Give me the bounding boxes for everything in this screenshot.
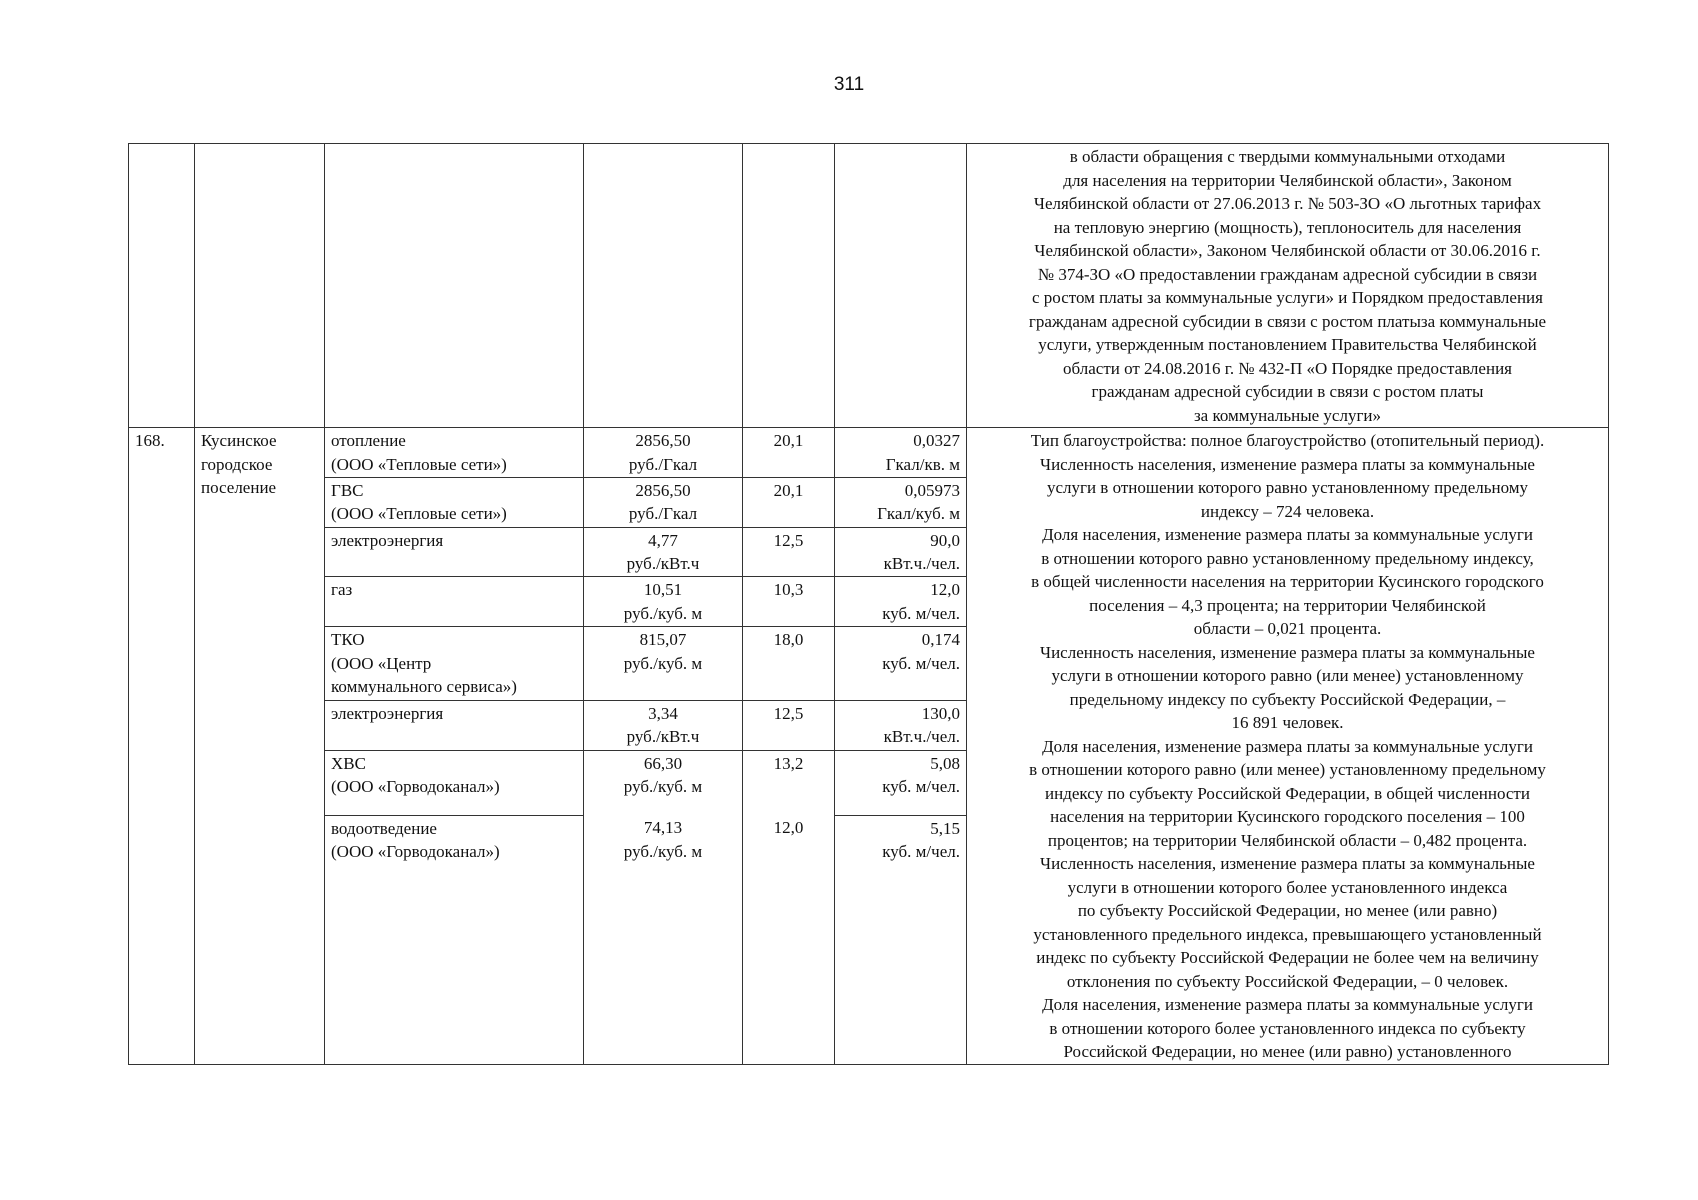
service-volume [835, 815, 967, 1064]
text-line: Численность населения, изменение размера платы за коммунальные [1040, 454, 1535, 474]
service-name [325, 815, 584, 1064]
empty-cell [584, 144, 743, 428]
text-line: индексу – 724 человека. [1200, 501, 1375, 521]
text-line: 2856,50 [635, 480, 691, 500]
continuation-notes [967, 144, 1609, 428]
text-line: 0,174 [921, 630, 960, 650]
service-index: 20,1 [743, 428, 835, 478]
text-line: (ООО «Горводоканал») [331, 842, 500, 862]
text-line: на тепловую энергию (мощность), теплоноситель для населения [1053, 217, 1522, 237]
entry-168 [129, 428, 1609, 1065]
service-name [325, 700, 584, 750]
text-line: 16 891 человек. [1231, 713, 1344, 732]
text-line: Челябинской области от 27.06.2013 г. № 503-ЗО «О льготных тарифах [1033, 194, 1542, 213]
text-line: руб./Гкал [628, 504, 698, 524]
text-line: в области обращения с твердыми коммунальными отходами [1069, 147, 1506, 166]
text-line: (ООО «Центр [331, 653, 432, 673]
text-line: городское [201, 454, 273, 474]
text-line: (ООО «Горводоканал») [331, 777, 500, 797]
text-line: Численность населения, изменение размера платы за коммунальные [1040, 854, 1535, 873]
service-index: 13,2 [743, 750, 835, 815]
text-line: № 374-ЗО «О предоставлении гражданам адресной субсидии в связи [1037, 264, 1538, 284]
text-line: 0,0327 [913, 431, 960, 450]
text-line: отопление [331, 431, 406, 450]
text-line: процентов; на территории Челябинской области – 0,482 процента. [1047, 830, 1528, 850]
text-line: в отношении которого равно установленному предельному индексу, [1041, 548, 1534, 568]
text-line: области от 24.08.2016 г. № 432-П «О Порядке предоставления [1063, 358, 1512, 378]
entry-notes [967, 428, 1609, 1065]
text-line: отклонения по субъекту Российской Федерации, – 0 человек. [1066, 971, 1509, 991]
service-name [325, 527, 584, 577]
service-tariff [584, 527, 743, 577]
text-line: 130,0 [921, 703, 960, 723]
service-volume [835, 627, 967, 701]
text-line: Доля населения, изменение размера платы за коммунальные услуги [1042, 736, 1533, 756]
municipality-name [195, 428, 325, 1065]
text-line: Кусинское [201, 431, 277, 450]
text-line: 815,07 [639, 630, 687, 650]
text-line: Численность населения, изменение размера платы за коммунальные [1040, 642, 1535, 662]
text-line: 90,0 [930, 530, 960, 550]
text-line: руб./Гкал [628, 454, 698, 474]
text-line: ХВС [331, 753, 366, 773]
service-tariff [584, 428, 743, 478]
text-line: ГВС [331, 480, 364, 500]
text-line: кВт.ч./чел. [883, 727, 960, 747]
text-line: 2856,50 [635, 431, 691, 450]
text-line: индексу по субъекту Российской Федерации, в общей численности [1045, 783, 1530, 803]
text-line: куб. м/чел. [882, 603, 960, 623]
text-line: по субъекту Российской Федерации, но менее (или равно) [1077, 901, 1498, 920]
text-line: населения на территории Кусинского городского поселения – 100 [1050, 807, 1525, 826]
text-line: электроэнергия [331, 703, 444, 723]
text-line: 0,05973 [904, 480, 960, 500]
service-volume [835, 527, 967, 577]
tariff-table [128, 143, 1609, 1065]
service-name [325, 577, 584, 627]
text-line: Гкал/куб. м [877, 504, 960, 524]
entry-number: 168. [129, 428, 195, 1065]
service-tariff [584, 700, 743, 750]
text-line: 66,30 [643, 753, 683, 773]
text-line: коммунального сервиса») [331, 677, 517, 697]
text-line: Челябинской области», Законом Челябинской области от 30.06.2016 г. [1034, 241, 1541, 260]
text-line: в отношении которого равно (или менее) установленному предельному [1029, 760, 1546, 779]
text-line: услуги в отношении которого равно установленному предельному [1046, 478, 1529, 497]
text-line: 74,13 [643, 818, 683, 838]
text-line: индекс по субъекту Российской Федерации не более чем на величину [1036, 948, 1539, 967]
service-volume [835, 700, 967, 750]
service-index: 12,5 [743, 700, 835, 750]
text-line: установленного предельного индекса, превышающего установленный [1033, 924, 1542, 944]
service-tariff [584, 627, 743, 701]
text-line: куб. м/чел. [882, 842, 960, 862]
text-line: руб./кВт.ч [626, 727, 700, 747]
text-line: 5,15 [930, 818, 960, 838]
text-line: кВт.ч./чел. [883, 554, 960, 574]
text-line: ТКО [331, 630, 365, 650]
text-line: услуги в отношении которого более установленного индекса [1067, 877, 1508, 897]
service-index: 12,5 [743, 527, 835, 577]
text-line: Доля населения, изменение размера платы за коммунальные услуги [1042, 995, 1533, 1014]
service-index: 20,1 [743, 477, 835, 527]
service-name [325, 750, 584, 815]
service-volume [835, 577, 967, 627]
text-line: в общей численности населения на территории Кусинского городского [1031, 572, 1544, 591]
service-volume [835, 750, 967, 815]
service-volume [835, 428, 967, 478]
text-line: области – 0,021 процента. [1193, 619, 1382, 638]
text-line: куб. м/чел. [882, 777, 960, 797]
service-index: 18,0 [743, 627, 835, 701]
page-number: 311 [833, 74, 865, 95]
text-line: руб./куб. м [623, 603, 703, 623]
text-line: услуги в отношении которого равно (или менее) установленному [1051, 666, 1524, 685]
text-line: руб./куб. м [623, 653, 703, 673]
text-line: газ [331, 580, 353, 600]
empty-cell [129, 144, 195, 428]
service-row [129, 428, 1609, 478]
text-line: 10,51 [643, 580, 683, 600]
text-line: электроэнергия [331, 530, 444, 550]
text-line: Гкал/кв. м [885, 454, 960, 474]
service-tariff [584, 577, 743, 627]
text-line: в отношении которого более установленного индекса по субъекту [1049, 1018, 1526, 1038]
text-line: водоотведение [331, 818, 437, 838]
text-line: руб./куб. м [623, 777, 703, 797]
text-line: руб./куб. м [623, 841, 703, 861]
text-line: куб. м/чел. [882, 653, 960, 673]
service-name [325, 428, 584, 478]
text-line: 4,77 [648, 530, 678, 550]
service-name [325, 477, 584, 527]
service-index: 12,0 [743, 815, 835, 1064]
empty-cell [325, 144, 584, 428]
text-line: гражданам адресной субсидии в связи с ростом платызa коммунальные [1028, 311, 1547, 331]
service-tariff [584, 477, 743, 527]
empty-cell [835, 144, 967, 428]
text-line: с ростом платы за коммунальные услуги» и Порядком предоставления [1032, 288, 1543, 307]
empty-cell [743, 144, 835, 428]
text-line: 12,0 [930, 580, 960, 600]
empty-cell [195, 144, 325, 428]
text-line: Российской Федерации, но менее (или равно) установленного [1063, 1042, 1512, 1061]
text-line: руб./кВт.ч [626, 554, 700, 574]
text-line: (ООО «Тепловые сети») [331, 454, 507, 474]
text-line: Тип благоустройства: полное благоустройство (отопительный период). [1030, 431, 1545, 450]
text-line: предельному индексу по субъекту Российской Федерации, – [1069, 689, 1506, 709]
service-index: 10,3 [743, 577, 835, 627]
text-line: поселения – 4,3 процента; на территории Челябинской [1089, 595, 1486, 615]
text-line: услуги, утвержденным постановлением Правительства Челябинской [1038, 335, 1537, 354]
text-line: за коммунальные услуги» [1193, 405, 1382, 425]
continuation-row [129, 144, 1609, 428]
text-line: (ООО «Тепловые сети») [331, 504, 507, 524]
text-line: 5,08 [930, 753, 960, 773]
service-volume [835, 477, 967, 527]
service-tariff [584, 750, 743, 815]
text-line: поселение [201, 478, 277, 497]
service-tariff [584, 815, 743, 1064]
text-line: Доля населения, изменение размера платы за коммунальные услуги [1042, 525, 1533, 544]
service-name [325, 627, 584, 701]
text-line: гражданам адресной субсидии в связи с ростом платы [1091, 382, 1484, 401]
text-line: для населения на территории Челябинской области», Законом [1063, 170, 1512, 190]
text-line: 3,34 [648, 703, 678, 723]
